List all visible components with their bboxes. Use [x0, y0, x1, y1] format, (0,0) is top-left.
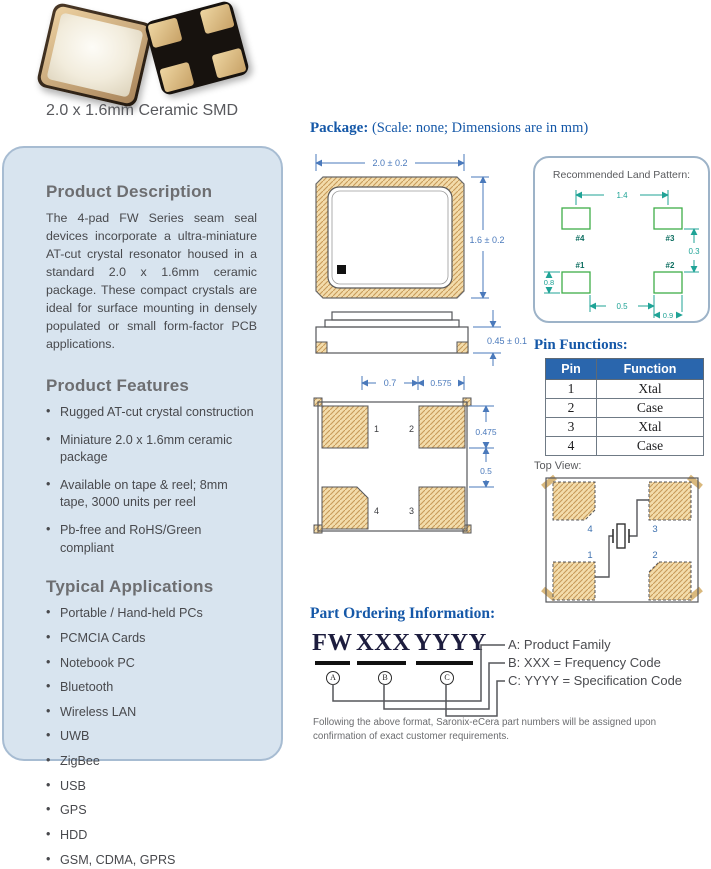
- marker-circle-a: A: [326, 671, 340, 685]
- legend-specification-code: C: YYYY = Specification Code: [508, 673, 682, 688]
- table-row: [546, 399, 704, 418]
- ordering-note-line1: Following the above format, Saronix-eCera part numbers will be assigned upon: [313, 716, 711, 730]
- feature-item: • Pb-free and RoHS/Green compliant: [46, 522, 257, 557]
- lid: [332, 312, 452, 320]
- application-item: • Notebook PC: [46, 655, 257, 673]
- pin-cell: 1: [546, 380, 597, 399]
- application-item: • USB: [46, 778, 257, 796]
- package-bottom-drawing: [300, 370, 532, 546]
- solder-pad: [200, 3, 235, 34]
- land-pad-2: [654, 272, 682, 293]
- bottom-pad-1: [322, 406, 368, 448]
- bottom-pad-3-label: 3: [409, 506, 414, 516]
- typical-applications-section: [46, 577, 257, 869]
- top-view-pad-3-label: 3: [652, 524, 657, 535]
- dim-05-label: 0.5: [480, 466, 492, 476]
- solder-pad: [147, 17, 182, 48]
- top-view-pad-3: [649, 482, 691, 520]
- package-subtitle: (Scale: none; Dimensions are in mm): [372, 120, 588, 136]
- connector-b: [384, 663, 505, 709]
- application-item: • UWB: [46, 728, 257, 746]
- dim-07-label: 0.7: [384, 378, 397, 388]
- land-pad-1: [562, 272, 590, 293]
- marker-circle-b: B: [378, 671, 392, 685]
- pin-functions-title: Pin Functions:: [534, 337, 628, 354]
- seal-ring: [325, 320, 459, 327]
- application-item: • GPS: [46, 802, 257, 820]
- dim-thickness-label: 0.45 ± 0.1: [487, 336, 527, 346]
- land-dim-padh: 0.8: [544, 278, 554, 287]
- function-cell: Xtal: [597, 380, 704, 399]
- ceramic-bezel: [39, 5, 151, 105]
- side-pad-right: [457, 342, 468, 353]
- land-pad-4-label: #4: [576, 234, 585, 243]
- part-ordering-title: Part Ordering Information:: [310, 605, 495, 623]
- function-cell: Case: [597, 437, 704, 456]
- top-view-pad-2: [649, 562, 691, 600]
- application-item: • PCMCIA Cards: [46, 630, 257, 648]
- land-pad-4: [562, 208, 590, 229]
- pin-functions-table: [545, 358, 704, 456]
- top-view-pad-2-label: 2: [652, 550, 657, 561]
- application-item: • ZigBee: [46, 753, 257, 771]
- dimension-lines: [473, 310, 527, 366]
- ordering-note-line2: confirmation of exact customer requirements.: [313, 730, 711, 744]
- crystal-symbol: [617, 524, 625, 548]
- bottom-pad-3: [419, 487, 465, 529]
- side-pad-left: [316, 342, 327, 353]
- bottom-pad-4: [322, 487, 368, 529]
- ceramic-face: [46, 12, 143, 97]
- product-features-section: [46, 376, 257, 557]
- dim-height-label: 1.6 ± 0.2: [470, 235, 505, 245]
- top-view-pad-4: [553, 482, 595, 520]
- product-features-list: [46, 404, 257, 557]
- package-section-heading: [310, 120, 588, 137]
- land-pad-1-label: #1: [576, 261, 585, 270]
- code-specification: YYYY: [414, 629, 487, 657]
- applications-list: [46, 605, 257, 869]
- table-row: [546, 380, 704, 399]
- connector-a: [333, 645, 505, 701]
- pin-cell: 4: [546, 437, 597, 456]
- application-item: • GSM, CDMA, GPRS: [46, 852, 257, 869]
- product-description-title: Product Description: [46, 182, 257, 202]
- land-pad-3: [654, 208, 682, 229]
- land-dim-gaph: 0.5: [616, 302, 628, 311]
- code-frequency: XXX: [356, 629, 411, 657]
- wire-to-pad-3: [629, 500, 649, 536]
- ordering-note: [313, 716, 711, 743]
- feature-item: • Available on tape & reel; 8mm tape, 3000 units per reel: [46, 477, 257, 512]
- package-side-drawing: [303, 306, 543, 368]
- package-title: Package:: [310, 120, 368, 136]
- product-caption: 2.0 x 1.6mm Ceramic SMD: [28, 102, 256, 120]
- product-photo-bottom-view: [144, 0, 251, 96]
- bottom-pad-2-label: 2: [409, 424, 414, 434]
- pin-cell: 2: [546, 399, 597, 418]
- land-pattern-drawing: [536, 182, 708, 322]
- top-view-pad-1-label: 1: [587, 550, 592, 561]
- dim-0575-label: 0.575: [430, 378, 452, 388]
- pin1-indicator: [337, 265, 346, 274]
- land-pattern-box: [533, 156, 710, 323]
- solder-pad: [159, 62, 194, 93]
- bottom-pad-4-label: 4: [374, 506, 379, 516]
- top-view-drawing: [533, 474, 709, 608]
- land-pad-3-label: #3: [666, 234, 675, 243]
- top-view-pad-1: [553, 562, 595, 600]
- info-panel: [2, 146, 283, 761]
- dim-width-label: 2.0 ± 0.2: [373, 158, 408, 168]
- land-dim-gapv: 0.3: [688, 247, 700, 256]
- application-item: • Wireless LAN: [46, 704, 257, 722]
- top-view-title: Top View:: [534, 460, 582, 472]
- feature-item: • Rugged AT-cut crystal construction: [46, 404, 257, 422]
- product-features-title: Product Features: [46, 376, 257, 396]
- pin-column-header: Pin: [546, 359, 597, 380]
- bottom-pad-1-label: 1: [374, 424, 379, 434]
- function-cell: Xtal: [597, 418, 704, 437]
- code-family: FW: [312, 629, 352, 657]
- pin-cell: 3: [546, 418, 597, 437]
- table-row: [546, 437, 704, 456]
- product-description-text: The 4-pad FW Series seam seal devices incorporate a ultra-miniature AT-cut crystal resonator housed in a standard 2.0 x 1.6mm ceramic package. These compact crystals are ideal for surface mounting in densely populated or small form-factor PCB applications.: [46, 210, 257, 354]
- dimension-lines: [469, 406, 497, 487]
- application-item: • Portable / Hand-held PCs: [46, 605, 257, 623]
- package-top-drawing: [303, 146, 531, 308]
- marker-circle-c: C: [440, 671, 454, 685]
- typical-applications-title: Typical Applications: [46, 577, 257, 597]
- legend-frequency-code: B: XXX = Frequency Code: [508, 655, 661, 670]
- table-row: [546, 418, 704, 437]
- application-item: • HDD: [46, 827, 257, 845]
- product-photo-top-view: [36, 2, 155, 109]
- application-item: • Bluetooth: [46, 679, 257, 697]
- connector-c: [446, 681, 505, 716]
- legend-product-family: A: Product Family: [508, 637, 611, 652]
- dim-0475-label: 0.475: [475, 427, 497, 437]
- package-cavity: [328, 187, 452, 288]
- dimension-lines: [544, 190, 700, 320]
- dimension-lines: [362, 376, 464, 390]
- bottom-pad-2: [419, 406, 465, 448]
- function-cell: Case: [597, 399, 704, 418]
- land-dim-padw: 0.9: [663, 311, 673, 320]
- land-dim-width: 1.4: [616, 191, 628, 200]
- table-header-row: [546, 359, 704, 380]
- feature-item: • Miniature 2.0 x 1.6mm ceramic package: [46, 432, 257, 467]
- top-view-pad-4-label: 4: [587, 524, 592, 535]
- land-pad-2-label: #2: [666, 261, 675, 270]
- function-column-header: Function: [597, 359, 704, 380]
- land-pattern-title: Recommended Land Pattern:: [535, 169, 708, 181]
- body: [316, 327, 468, 353]
- wire-to-pad-1: [595, 536, 613, 577]
- solder-pad: [211, 48, 246, 79]
